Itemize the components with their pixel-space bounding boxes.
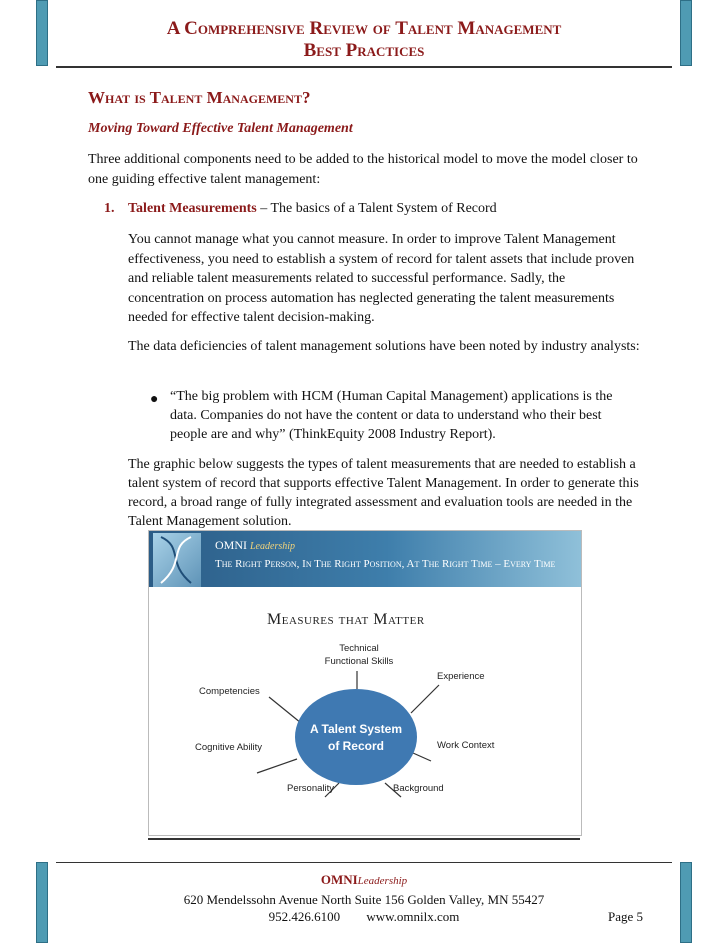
figure-divider bbox=[148, 838, 580, 840]
list-item bbox=[128, 201, 648, 217]
connector-competencies bbox=[269, 697, 301, 723]
figure-brand-name: OMNI bbox=[215, 538, 247, 552]
measures-figure bbox=[148, 530, 582, 836]
figure-tagline: The Right Person, In The Right Position, At The Right Time – Every Time bbox=[215, 558, 556, 570]
label-background: Background bbox=[393, 783, 444, 794]
center-label-line1: A Talent System bbox=[309, 722, 403, 736]
header-title-line1: A Comprehensive Review of Talent Management bbox=[166, 18, 562, 39]
subheading: Moving Toward Effective Talent Management bbox=[88, 121, 353, 136]
intro-paragraph: Three additional components need to be added to the historical model to move the model closer to one guiding effective talent management: bbox=[88, 152, 638, 187]
footer-divider bbox=[56, 862, 672, 863]
bullet-icon: ● bbox=[150, 392, 159, 407]
footer-address: 620 Mendelssohn Avenue North Suite 156 Golden Valley, MN 55427 bbox=[183, 892, 545, 907]
connector-cognitive bbox=[257, 759, 297, 773]
list-number: 1. bbox=[104, 201, 115, 216]
figure-banner bbox=[149, 531, 581, 587]
list-item-description: – The basics of a Talent System of Record bbox=[256, 201, 497, 216]
page-header-title bbox=[0, 18, 728, 62]
header-title-line2: Best Practices bbox=[303, 40, 425, 61]
label-personality: Personality bbox=[287, 783, 334, 794]
talent-system-circle bbox=[295, 689, 417, 785]
body-paragraph-2: The data deficiencies of talent management solutions have been noted by industry analysts: bbox=[128, 339, 640, 354]
body-paragraph-1: You cannot manage what you cannot measure. In order to improve Talent Management effectiveness, you need to establish a system of record for talent assets that include proven and reliable talent measurements related to successful performance. Sadly, the concentration on process automation has neglected generating the talent measurements needed for effective talent decision-making. bbox=[128, 232, 635, 325]
footer-brand-script: Leadership bbox=[357, 875, 408, 887]
label-cognitive-ability: Cognitive Ability bbox=[195, 742, 263, 753]
label-competencies: Competencies bbox=[199, 686, 260, 697]
figure-brand-script: Leadership bbox=[250, 541, 295, 552]
footer-phone: 952.426.6100 bbox=[268, 909, 341, 924]
figure-title: Measures that Matter bbox=[267, 611, 425, 628]
section-heading: What is Talent Management? bbox=[88, 88, 311, 107]
footer-brand-name: OMNI bbox=[320, 872, 358, 887]
connector-work-context bbox=[413, 753, 431, 761]
footer-website[interactable]: www.omnilx.com bbox=[366, 909, 460, 924]
measures-diagram bbox=[149, 627, 581, 833]
body-paragraph-3: The graphic below suggests the types of talent measurements that are needed to establish a talent system of record that supports effective Talent Management. In order to generate this record, a broad range of fully integrated assessment and evaluation tools are needed in the Talent Management solution. bbox=[128, 457, 639, 529]
figure-brand bbox=[215, 538, 295, 553]
label-technical-line2: Functional Skills bbox=[324, 656, 394, 667]
footer-brand bbox=[0, 872, 728, 888]
label-work-context: Work Context bbox=[437, 740, 495, 751]
header-divider bbox=[56, 66, 672, 68]
center-label-line2: of Record bbox=[327, 739, 385, 753]
connector-experience bbox=[411, 685, 439, 713]
page-number: Page 5 bbox=[608, 909, 644, 924]
label-technical-line1: Technical bbox=[339, 643, 379, 654]
quote-bullet: “The big problem with HCM (Human Capital Management) applications is the data. Companies do not have the content or data to understand who their best people are and why” (ThinkEquity 2008 Industry Report). bbox=[170, 389, 613, 442]
label-experience: Experience bbox=[437, 671, 485, 682]
dna-image bbox=[153, 533, 201, 587]
list-item-term: Talent Measurements bbox=[128, 201, 257, 216]
